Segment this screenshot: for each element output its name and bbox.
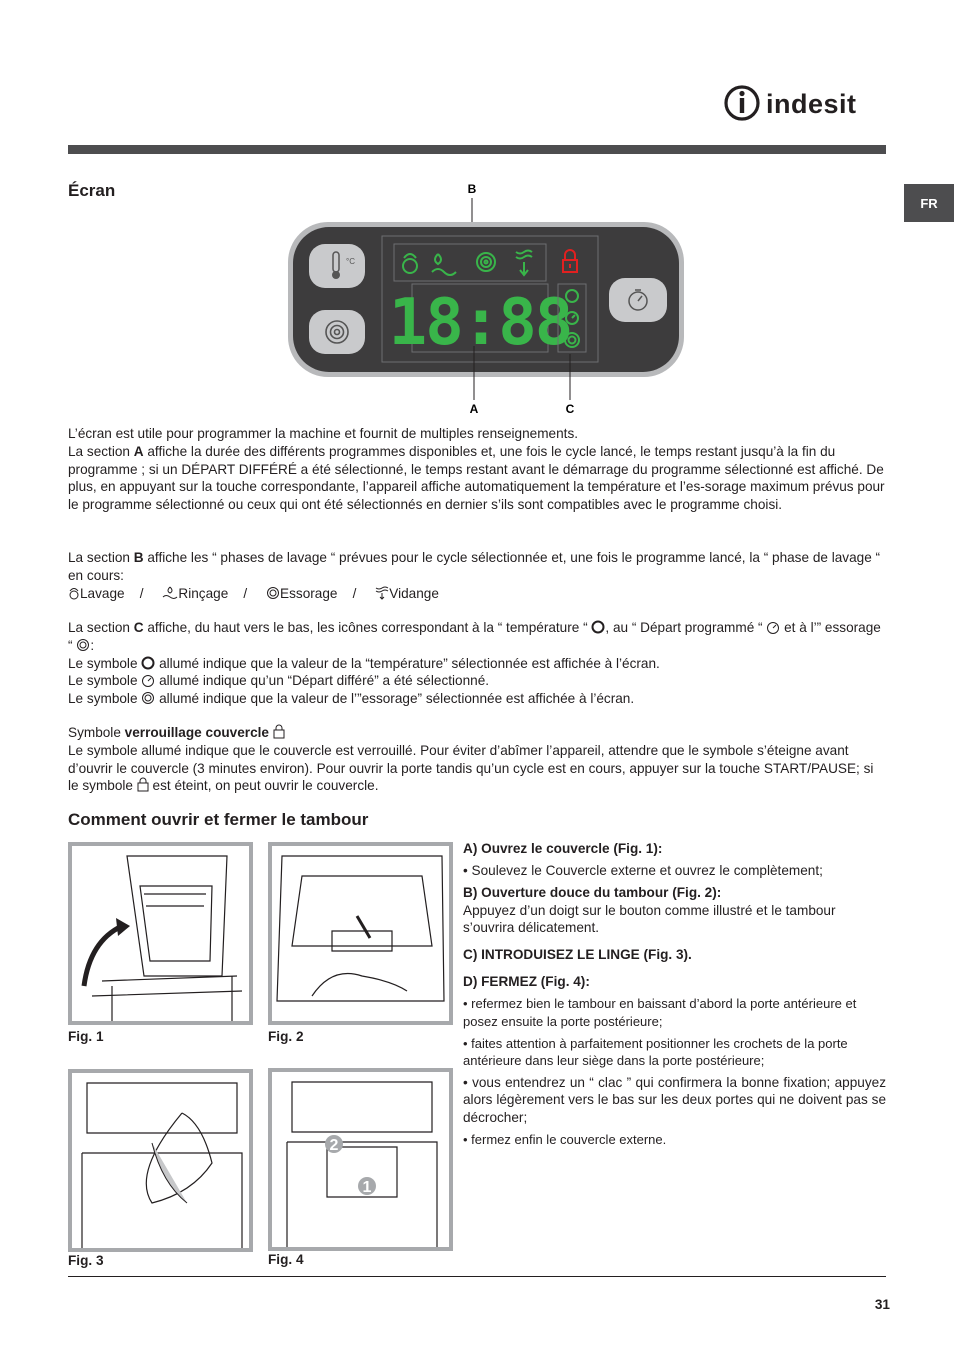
fig-4-caption: Fig. 4 [268, 1252, 304, 1267]
figure-4 [268, 1068, 453, 1251]
step-d-bullet-1: • refermez bien le tambour en baissant d’abord la porte antérieure et posez ensuite la porte postérieure; [463, 996, 857, 1029]
lock-paragraph [68, 724, 886, 795]
page-number: 31 [874, 1297, 890, 1312]
temperature-button[interactable] [309, 244, 365, 288]
fig4-step-2: 2 [329, 1137, 339, 1154]
delay-symbol-icon [141, 673, 155, 687]
phase-list: Lavage / Rinçage / Essorage / Vidange [68, 585, 886, 603]
spin-symbol-icon [141, 691, 155, 705]
step-d-bullet-2: • faites attention à parfaitement positionner les crochets de la porte antérieure dans leur siège dans la porte postérieure; [463, 1035, 848, 1069]
spin-symbol-icon [76, 638, 90, 652]
section-title-drum: Comment ouvrir et fermer le tambour [68, 810, 369, 829]
step-a-heading: A) Ouvrez le couvercle (Fig. 1): [463, 841, 663, 856]
fig4-step-1: 1 [362, 1179, 372, 1196]
temperature-symbol-icon [141, 656, 155, 670]
step-b-text: Appuyez d’un doigt sur le bouton comme illustré et le tambour s’ouvrira délicatement. [463, 902, 836, 935]
brand-wordmark: indesit [766, 89, 857, 119]
figure-2 [268, 842, 453, 1025]
temp-unit: °C [346, 257, 355, 266]
section-c-paragraph [68, 619, 886, 708]
intro-line: L’écran est utile pour programmer la machine et fournit de multiples renseignements. [68, 426, 579, 441]
fig-2-caption: Fig. 2 [268, 1029, 304, 1044]
drum-button-illustration [272, 846, 449, 1021]
section-a-paragraph [68, 425, 886, 514]
step-a-bullet: • Soulevez le Couvercle externe et ouvrez le complètement; [463, 863, 823, 879]
step-c-heading: C) INTRODUISEZ LE LINGE (Fig. 3). [463, 947, 692, 963]
header-bar [68, 145, 886, 154]
lock-heading: Symbole verrouillage couvercle [68, 724, 886, 742]
temperature-symbol-icon [591, 620, 605, 634]
section-a-text: La section A affiche la durée des différents programmes disponibles et, une fois le cycle lancé, le temps restant jusqu’à la fin du programme ; si un DÉPART DIFFÉRÉ a été sélectionné, le temps restant avant le démarrage du programme sélectionné est affiché. De plus, en appuyant sur la touche correspondante, l’appareil affiche automatiquement la température et l’es-sorage maximum prévus pour le programme sélectionné ou ceux qui ont été sélectionnés en dernier s’ils sont compatibles avec le programme choisi. [68, 443, 885, 513]
drain-icon [375, 586, 389, 600]
symbol-temp-line: Le symbole allumé indique que la valeur de la “température” sélectionnée est affichée à l’écran. [68, 655, 660, 671]
fig-1-caption: Fig. 1 [68, 1029, 104, 1044]
spin-icon [266, 586, 280, 600]
time-display: 18:88 [388, 286, 572, 360]
drum-instructions [463, 840, 886, 1148]
symbol-delay-line: Le symbole allumé indique qu’un “Départ différé” a été sélectionné. [68, 673, 490, 689]
display-panel-illustration [280, 178, 690, 418]
section-b-paragraph [68, 549, 886, 602]
figure-3 [68, 1069, 253, 1252]
delay-symbol-icon [766, 620, 780, 634]
language-tab: FR [904, 184, 954, 222]
lock-icon [137, 777, 149, 792]
label-a: A [469, 402, 479, 416]
step-d-bullet-4: • fermez enfin le couvercle externe. [463, 1131, 667, 1147]
close-drum-illustration [272, 1072, 449, 1247]
wash-icon [68, 586, 80, 600]
symbol-spin-line: Le symbole allumé indique que la valeur de l’”essorage” sélectionnée est affichée à l’écran. [68, 691, 635, 707]
section-b-text: La section B affiche les “ phases de lavage “ prévues pour le cycle sélectionnée et, une fois le programme lancé, la “ phase de lavage “ en cours: [68, 550, 881, 583]
footer-rule [68, 1276, 886, 1277]
label-b: B [467, 182, 477, 196]
lock-text: Le symbole allumé indique que le couvercle est verrouillé. Pour éviter d’abîmer l’appareil, attendre que le symbole s’éteigne avant d’ouvrir le couvercle (3 minutes environ). Pour ouvrir la porte tandis qu’un cycle est en cours, appuyer sur la touche START/PAUSE; si le symbole est éteint, on peut ouvrir le couvercle. [68, 742, 874, 794]
step-d-bullet-3: • vous entendrez un “ clac ” qui confirmera la bonne fixation; appuyez alors légèrement vers le bas sur les deux portes qui ne doivent pas se décrocher; [463, 1075, 886, 1125]
figure-1 [68, 842, 253, 1025]
fig-3-caption: Fig. 3 [68, 1253, 104, 1268]
rinse-icon [162, 586, 178, 600]
lock-icon [273, 724, 285, 739]
label-c: C [565, 402, 575, 416]
spin-button[interactable] [309, 310, 365, 354]
load-laundry-illustration [72, 1073, 249, 1248]
step-d-heading: D) FERMEZ (Fig. 4): [463, 974, 590, 990]
step-b-heading: B) Ouverture douce du tambour (Fig. 2): [463, 885, 722, 901]
section-title-ecran: Écran [68, 181, 116, 200]
section-c-text: La section C affiche, du haut vers le bas, les icônes correspondant à la “ température “ , au “ Départ programmé “ et à l’” essorage “ : [68, 620, 881, 653]
indesit-logo [724, 82, 886, 124]
washer-open-lid-illustration [72, 846, 249, 1021]
